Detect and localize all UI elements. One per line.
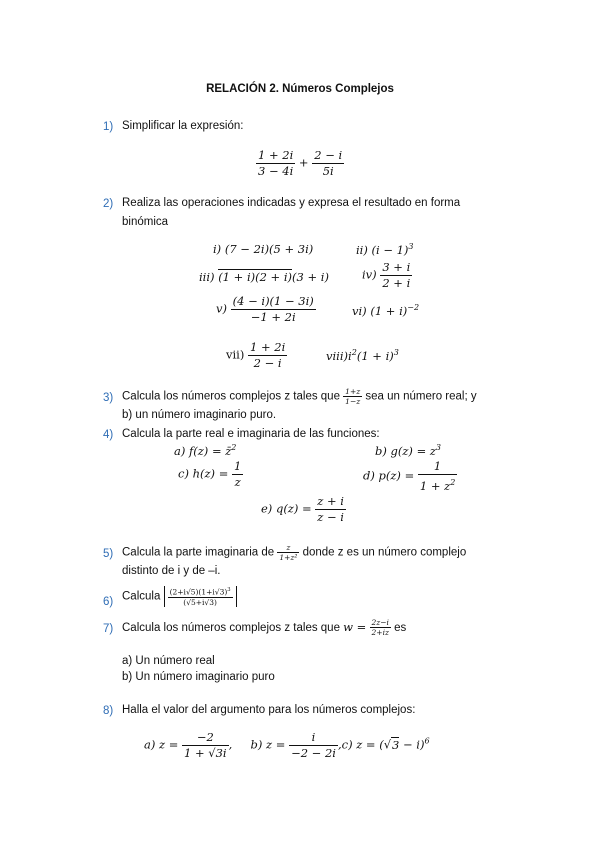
q6-num: (2+i√5)(1+i√3)	[169, 587, 228, 597]
q2-item-ii	[356, 242, 414, 257]
question-2-text-line1: Realiza las operaciones indicadas y expresa el resultado en forma	[122, 197, 461, 209]
q4-item-e	[261, 494, 346, 525]
page-title: RELACIÓN 2. Números Complejos	[206, 83, 394, 95]
q1-den2: 5i	[322, 164, 334, 178]
q4-e-label: e)	[261, 501, 273, 516]
q2-vii-label: vii)	[226, 347, 245, 362]
q5-text-post: donde z es un número complejo	[302, 546, 467, 559]
q7-text-post: es	[394, 622, 407, 634]
question-7-number: 7)	[103, 623, 114, 635]
q2-vi-label: vi)	[352, 303, 367, 318]
q4-d-lhs: p(z) =	[378, 468, 415, 483]
q2-item-i	[213, 242, 313, 256]
q4-e-num: z + i	[317, 494, 344, 508]
q2-v-num: (4 − i)(1 − 3i)	[232, 294, 314, 308]
q3-den: 1−z	[345, 397, 361, 406]
question-3-text-line2: b) un número imaginario puro.	[122, 409, 277, 421]
question-5-number: 5)	[103, 548, 114, 560]
q2-iv-num: 3 + i	[382, 260, 411, 274]
q2-ii-label: ii)	[356, 242, 368, 257]
q1-plus: +	[298, 155, 309, 170]
question-2-text-line2: binómica	[122, 216, 169, 228]
q6-num-exp: 3	[227, 587, 231, 593]
q8-a-sep: ,	[228, 737, 233, 752]
q5-fraction	[277, 543, 299, 562]
q2-iii-rest: (3 + i)	[292, 270, 329, 284]
q2-item-v	[216, 294, 316, 325]
question-3-text	[122, 387, 477, 407]
q5-num: z	[277, 543, 299, 553]
q2-item-iv	[362, 260, 412, 291]
question-4-text: Calcula la parte real e imaginaria de las funciones:	[122, 428, 380, 440]
q2-ii-exp: 3	[408, 242, 414, 251]
q4-c-num: 1	[233, 459, 242, 473]
q2-v-label: v)	[216, 301, 227, 316]
q8-b-sep: ,	[337, 737, 342, 752]
q6-text: Calcula	[122, 590, 161, 603]
question-7-option-b: b) Un número imaginario puro	[122, 671, 275, 683]
q2-vii-num: 1 + 2i	[250, 340, 286, 354]
q4-d-num: 1	[418, 459, 457, 475]
q2-vi-expr: (1 + i)	[370, 303, 408, 318]
q4-item-d	[363, 459, 457, 494]
q4-item-a	[174, 443, 236, 458]
q2-item-vii	[226, 340, 287, 371]
q4-a-label: a)	[174, 443, 186, 458]
question-6-text	[122, 586, 237, 607]
q2-vii-den: 2 − i	[253, 356, 282, 370]
q4-e-den: z − i	[317, 510, 344, 524]
q4-d-den: 1 + z	[419, 478, 451, 493]
q3-num: 1+z	[345, 387, 361, 396]
question-5-text	[122, 543, 466, 563]
q4-a-lhs: f(z) = z̄	[189, 443, 232, 458]
q7-text-pre: Calcula los números complejos z tales que	[122, 622, 340, 634]
q1-num1: 1 + 2i	[258, 148, 294, 162]
question-1-text: Simplificar la expresión:	[122, 120, 244, 132]
q4-c-label: c)	[178, 466, 189, 481]
q4-c-lhs: h(z) =	[192, 466, 229, 481]
q2-viii-label: viii)	[326, 348, 349, 363]
q4-item-c	[178, 459, 243, 490]
q7-fraction	[370, 618, 391, 637]
q8-c-rest: − i)	[399, 737, 425, 752]
q8-a-num: −2	[182, 730, 229, 746]
question-2-number: 2)	[103, 198, 114, 210]
question-4-number: 4)	[103, 429, 114, 441]
question-1-number: 1)	[103, 121, 114, 133]
q2-item-iii	[199, 270, 329, 284]
q4-b-lhs: g(z) = z	[390, 443, 436, 458]
q4-b-exp: 3	[435, 443, 442, 452]
q8-b-den: −2 − 2i	[291, 746, 336, 760]
q8-c-radicand: 3	[392, 737, 400, 752]
q2-viii-mid: (1 + i)	[356, 348, 394, 363]
q2-v-den: −1 + 2i	[250, 310, 296, 324]
q8-a-label: a) z =	[144, 737, 179, 752]
q4-d-den-wrap: $1 + z^2$	[419, 478, 456, 493]
q4-c-den: z	[234, 475, 241, 489]
q8-c-exp: 6	[424, 736, 430, 746]
q4-d-label: d)	[363, 468, 375, 483]
q2-item-viii	[326, 348, 399, 363]
q7-den: 2+iz	[371, 628, 389, 638]
question-8-number: 8)	[103, 705, 114, 717]
q2-iii-bar: (1 + i)(2 + i)	[218, 270, 293, 284]
q2-item-vi	[352, 303, 419, 318]
q4-b-label: b)	[375, 443, 387, 458]
q3-text-post: sea un número real; y	[365, 390, 477, 403]
q3-fraction	[343, 387, 362, 406]
q2-i-expr: (7 − 2i)(5 + 3i)	[224, 242, 314, 256]
q2-viii-exp2: 3	[393, 348, 399, 357]
q6-absolute	[164, 586, 237, 607]
q1-num2: 2 − i	[314, 148, 343, 162]
q2-viii-expr: i	[348, 348, 352, 363]
q2-viii-exp1: 2	[351, 348, 357, 357]
q1-expression	[256, 148, 344, 179]
question-7-option-a: a) Un número real	[122, 655, 215, 667]
q2-iii-label: iii)	[199, 270, 215, 284]
q2-ii-expr: (i − 1)	[371, 242, 409, 257]
q3-text-pre: Calcula los números complejos z tales que	[122, 390, 340, 403]
q4-e-lhs: q(z) =	[275, 501, 312, 516]
q5-den: 1+z²	[279, 553, 298, 562]
q2-iv-label: iv)	[362, 267, 377, 282]
q7-lhs: w =	[343, 620, 367, 634]
q2-i-label: i)	[213, 242, 222, 256]
q6-den: (√5+i√3)	[183, 597, 217, 607]
question-5-text-line2: distinto de i y de –i.	[122, 565, 221, 577]
q8-b-label: b) z =	[250, 737, 286, 752]
q2-vi-exp: −2	[407, 303, 420, 312]
q8-c-label: c) z = (	[341, 737, 384, 752]
q7-num: 2z−i	[371, 618, 389, 628]
q4-item-b	[375, 443, 441, 458]
question-3-number: 3)	[103, 392, 114, 404]
q5-text-pre: Calcula la parte imaginaria de	[122, 546, 275, 559]
question-7-text	[122, 618, 406, 638]
q8-b-num: i	[289, 730, 338, 746]
question-6-number: 6)	[103, 596, 114, 608]
question-8-text: Halla el valor del argumento para los números complejos:	[122, 704, 416, 716]
q8-a-den: 1 + √3i	[184, 746, 227, 760]
q4-a-exp: 2	[231, 443, 237, 452]
q2-iv-den: 2 + i	[382, 276, 411, 290]
q1-den1: 3 − 4i	[258, 164, 294, 178]
q8-expression: a) z = $\frac{-2}{1 + √3i}$ , b) z = $\frac{i}{-2 - 2i}$ ,c) $z = (√3 - i)^6$	[144, 730, 430, 760]
